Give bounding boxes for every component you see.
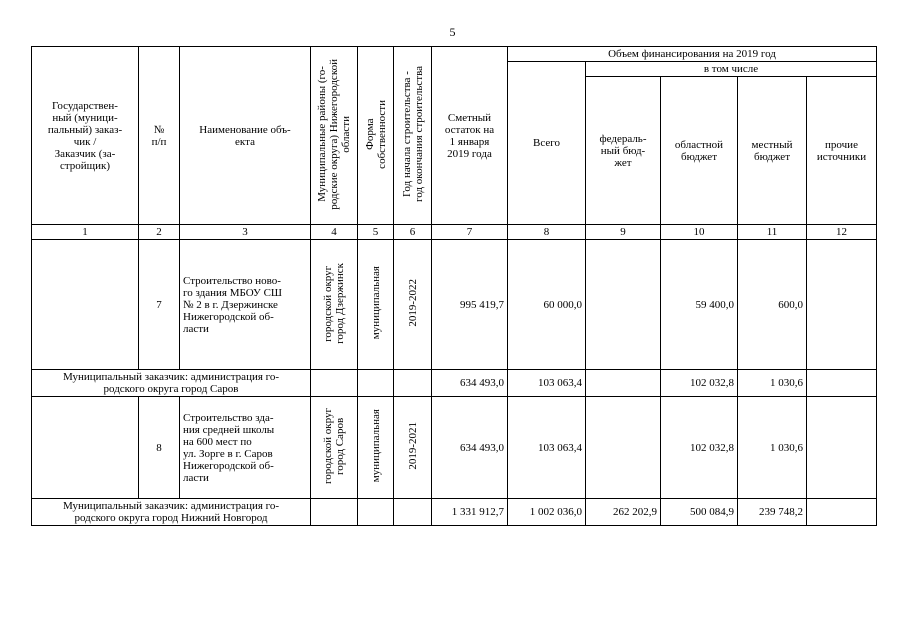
cell-num: 7 [139,240,180,370]
header-ownership-text: Форма собственности [363,99,388,169]
table-row [32,397,877,499]
cell-regional: 500 084,9 [661,499,738,526]
cell-local: 1 030,6 [738,370,807,397]
header-num: № п/п [139,47,180,225]
page-number: 5 [449,25,456,39]
cell-municipality [311,240,358,370]
cell-ownership-text: муниципальная [369,409,382,483]
cell-remaining: 995 419,7 [432,240,508,370]
cell-other [807,499,877,526]
cell-municipality-text: городской округ город Саров [322,407,346,485]
cell-object-name: Строительство зда- ния средней школы на 600 мест по ул. Зорге в г. Саров Нижегородской об- ласти [180,397,311,499]
header-total: Всего [508,62,586,225]
cell-remaining: 634 493,0 [432,370,508,397]
cell-customer-empty [32,240,139,370]
header-row-1 [32,47,877,62]
column-number: 3 [180,225,311,240]
cell-customer-empty [32,397,139,499]
column-numbers-row [32,225,877,240]
header-object-name: Наименование объ- екта [180,47,311,225]
header-local: местный бюджет [738,77,807,225]
header-customer: Государствен- ный (муници- пальный) заказ- чик / Заказчик (за- стройщик) [32,47,139,225]
header-years-text: Год начала строительства - год окончания строительства [400,66,425,202]
cell-municipality-text: городской округ город Дзержинск [322,262,346,344]
cell-federal: 262 202,9 [586,499,661,526]
column-number: 7 [432,225,508,240]
column-number: 9 [586,225,661,240]
cell-years-text: 2019-2021 [406,422,419,470]
cell-empty [358,370,394,397]
cell-empty [394,370,432,397]
header-municipality [311,47,358,225]
cell-municipality [311,397,358,499]
cell-total: 1 002 036,0 [508,499,586,526]
cell-ownership [358,397,394,499]
header-regional: областной бюджет [661,77,738,225]
column-number: 6 [394,225,432,240]
column-number: 1 [32,225,139,240]
cell-years [394,240,432,370]
header-years [394,47,432,225]
cell-ownership [358,240,394,370]
header-including: в том числе [586,62,877,77]
cell-remaining: 1 331 912,7 [432,499,508,526]
cell-regional: 102 032,8 [661,370,738,397]
funding-table [31,46,877,526]
column-number: 8 [508,225,586,240]
cell-years [394,397,432,499]
cell-regional: 59 400,0 [661,240,738,370]
cell-ownership-text: муниципальная [369,266,382,340]
cell-federal [586,370,661,397]
cell-other [807,240,877,370]
cell-empty [394,499,432,526]
cell-years-text: 2019-2022 [406,279,419,327]
column-number: 11 [738,225,807,240]
cell-customer-line: Муниципальный заказчик: администрация го- родского округа город Саров [32,370,311,397]
column-number: 5 [358,225,394,240]
header-municipality-text: Муниципальные районы (го- родские округа) Нижегородской области [316,58,352,210]
table-row [32,240,877,370]
cell-empty [311,499,358,526]
header-other: прочие источники [807,77,877,225]
cell-total: 60 000,0 [508,240,586,370]
customer-row [32,370,877,397]
cell-object-name: Строительство ново- го здания МБОУ СШ № 2 в г. Дзержинске Нижегородской об- ласти [180,240,311,370]
customer-row [32,499,877,526]
header-ownership [358,47,394,225]
cell-customer-line: Муниципальный заказчик: администрация го- родского округа город Нижний Новгород [32,499,311,526]
cell-other [807,370,877,397]
column-number: 4 [311,225,358,240]
cell-local: 1 030,6 [738,397,807,499]
header-remaining: Сметный остаток на 1 января 2019 года [432,47,508,225]
header-funding-group: Объем финансирования на 2019 год [508,47,877,62]
cell-federal [586,397,661,499]
cell-empty [311,370,358,397]
header-federal: федераль- ный бюд- жет [586,77,661,225]
cell-total: 103 063,4 [508,370,586,397]
cell-local: 600,0 [738,240,807,370]
cell-empty [358,499,394,526]
cell-federal [586,240,661,370]
cell-total: 103 063,4 [508,397,586,499]
column-number: 2 [139,225,180,240]
cell-remaining: 634 493,0 [432,397,508,499]
column-number: 10 [661,225,738,240]
cell-num: 8 [139,397,180,499]
column-number: 12 [807,225,877,240]
cell-other [807,397,877,499]
cell-local: 239 748,2 [738,499,807,526]
cell-regional: 102 032,8 [661,397,738,499]
